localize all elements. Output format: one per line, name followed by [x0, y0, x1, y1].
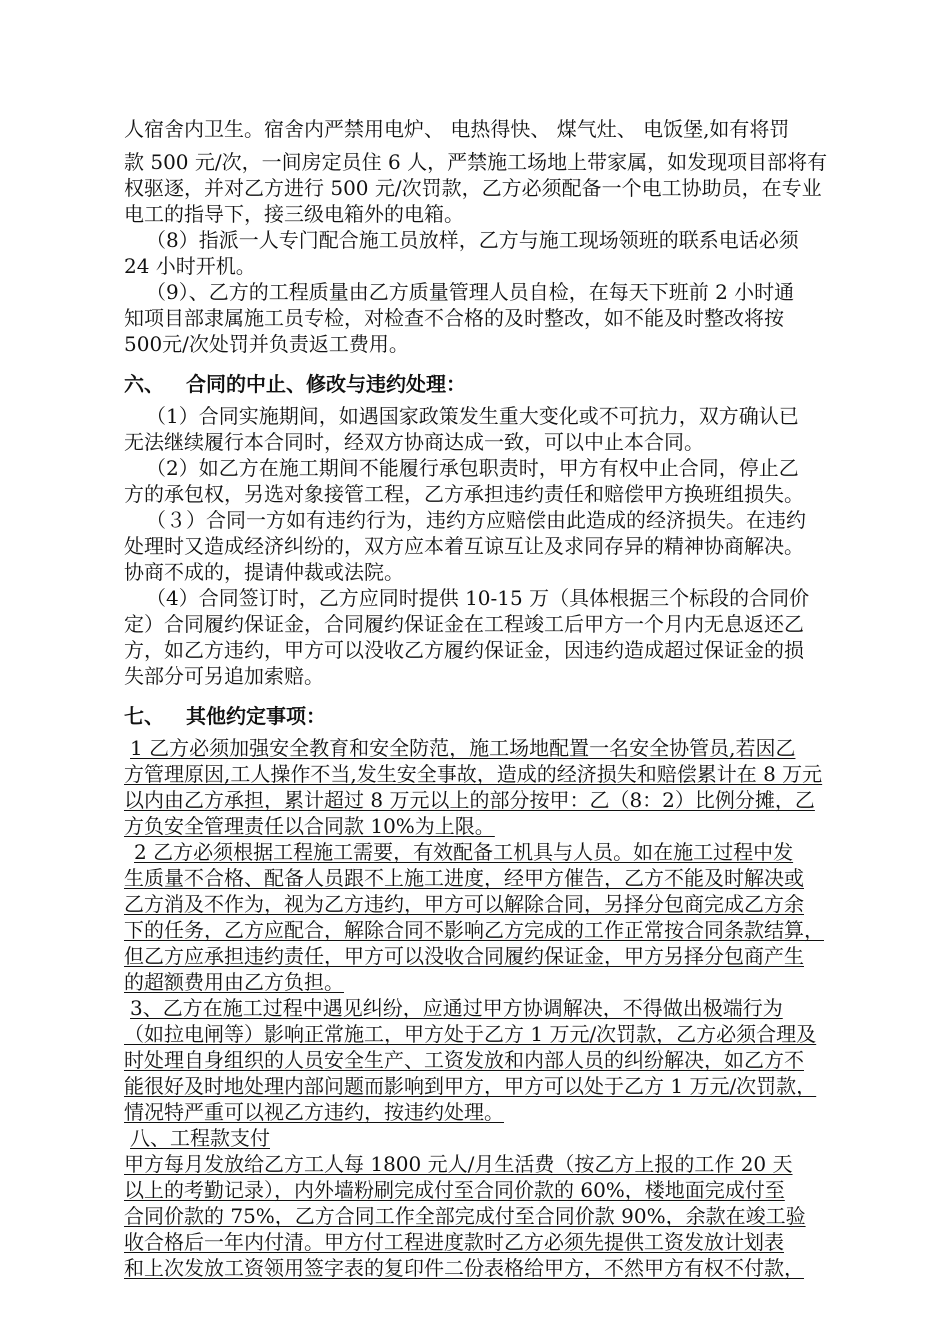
text-line: 生质量不合格、配备人员跟不上施工进度，经甲方催告，乙方不能及时解决或 — [124, 866, 804, 890]
text-line: （2）如乙方在施工期间不能履行承包职责时，甲方有权中止合同，停止乙 — [146, 456, 799, 480]
text-line: 处理时又造成经济纠纷的，双方应本着互谅互让及求同存异的精神协商解决。 — [124, 534, 804, 558]
text-line: 3、乙方在施工过程中遇见纠纷，应通过甲方协调解决，不得做出极端行为 — [130, 996, 783, 1020]
text-line: 合同价款的 75%，乙方合同工作全部完成付至合同价款 90%，余款在竣工验 — [124, 1204, 806, 1228]
text-line: 人宿舍内卫生。宿舍内严禁用电炉、 电热得快、 煤气灶、 电饭堡,如有将罚 — [124, 117, 790, 141]
text-line: 能很好及时地处理内部问题而影响到甲方，甲方可以处于乙方 1 万元/次罚款， — [124, 1074, 817, 1098]
text-line: 方，如乙方违约，甲方可以没收乙方履约保证金，因违约造成超过保证金的损 — [124, 638, 804, 662]
text-line: 2 乙方必须根据工程施工需要，有效配备工机具与人员。如在施工过程中发 — [134, 840, 794, 864]
text-line: 和上次发放工资领用签字表的复印件二份表格给甲方，不然甲方有权不付款， — [124, 1256, 804, 1280]
text-line: 失部分可另追加索赔。 — [124, 664, 324, 688]
text-line: （8）指派一人专门配合施工员放样，乙方与施工现场领班的联系电话必须 — [146, 228, 799, 252]
text-line: 甲方每月发放给乙方工人每 1800 元人/月生活费（按乙方上报的工作 20 天 — [124, 1152, 793, 1176]
section-heading-7 — [124, 703, 326, 729]
text-line: （9）、乙方的工程质量由乙方质量管理人员自检，在每天下班前 2 小时通 — [146, 280, 795, 304]
text-line: 方负安全管理责任以合同款 10%为上限。 — [124, 814, 495, 838]
text-line: 收合格后一年内付清。甲方付工程进度款时乙方必须先提供工资发放计划表 — [124, 1230, 784, 1254]
text-line: 但乙方应承担违约责任，甲方可以没收合同履约保证金，甲方另择分包商产生 — [124, 944, 804, 968]
text-line: 定）合同履约保证金，合同履约保证金在工程竣工后甲方一个月内无息返还乙 — [124, 612, 804, 636]
text-line: 款 500 元/次，一间房定员住 6 人，严禁施工场地上带家属，如发现项目部将有 — [124, 150, 828, 174]
section-heading-6 — [124, 371, 466, 397]
text-line: 乙方消及不作为，视为乙方违约，甲方可以解除合同，另择分包商完成乙方余 — [124, 892, 804, 916]
text-line: 协商不成的，提请仲裁或法院。 — [124, 560, 404, 584]
text-line: 时处理自身组织的人员安全生产、工资发放和内部人员的纠纷解决，如乙方不 — [124, 1048, 804, 1072]
text-line: 电工的指导下，接三级电箱外的电箱。 — [124, 202, 464, 226]
text-line: （1）合同实施期间，如遇国家政策发生重大变化或不可抗力，双方确认已 — [146, 404, 799, 428]
text-line: 知项目部隶属施工员专检，对检查不合格的及时整改，如不能及时整改将按 — [124, 306, 784, 330]
section-number: 六、 — [124, 372, 164, 396]
section-title: 合同的中止、修改与违约处理： — [186, 372, 466, 396]
text-line: （３）合同一方如有违约行为，违约方应赔偿由此造成的经济损失。在违约 — [146, 508, 806, 532]
text-line: 方管理原因,工人操作不当,发生安全事故，造成的经济损失和赔偿累计在 8 万元 — [124, 762, 823, 786]
section-number: 七、 — [124, 704, 164, 728]
text-line: 方的承包权，另选对象接管工程，乙方承担违约责任和赔偿甲方换班组损失。 — [124, 482, 804, 506]
text-line: 500元/次处罚并负责返工费用。 — [124, 332, 409, 356]
text-line: 以内由乙方承担，累计超过 8 万元以上的部分按甲：乙（8：2）比例分摊，乙 — [124, 788, 815, 812]
text-line: 以上的考勤记录），内外墙粉刷完成付至合同价款的 60%，楼地面完成付至 — [124, 1178, 785, 1202]
text-line: 的超额费用由乙方负担。 — [124, 970, 344, 994]
text-line: （4）合同签订时，乙方应同时提供 10-15 万（具体根据三个标段的合同价 — [146, 586, 810, 610]
text-line: 1 乙方必须加强安全教育和安全防范，施工场地配置一名安全协管员,若因乙 — [130, 736, 796, 760]
text-line: 下的任务，乙方应配合，解除合同不影响乙方完成的工作正常按合同条款结算， — [124, 918, 824, 942]
text-line: 情况特严重可以视乙方违约，按违约处理。 — [124, 1100, 504, 1124]
section-title: 其他约定事项： — [186, 704, 326, 728]
section-heading-8: 八、工程款支付 — [130, 1126, 270, 1150]
text-line: 权驱逐，并对乙方进行 500 元/次罚款，乙方必须配备一个电工协助员，在专业 — [124, 176, 822, 200]
text-line: 无法继续履行本合同时，经双方协商达成一致，可以中止本合同。 — [124, 430, 704, 454]
text-line: （如拉电闸等）影响正常施工，甲方处于乙方 1 万元/次罚款，乙方必须合理及 — [124, 1022, 817, 1046]
text-line: 24 小时开机。 — [124, 254, 256, 278]
